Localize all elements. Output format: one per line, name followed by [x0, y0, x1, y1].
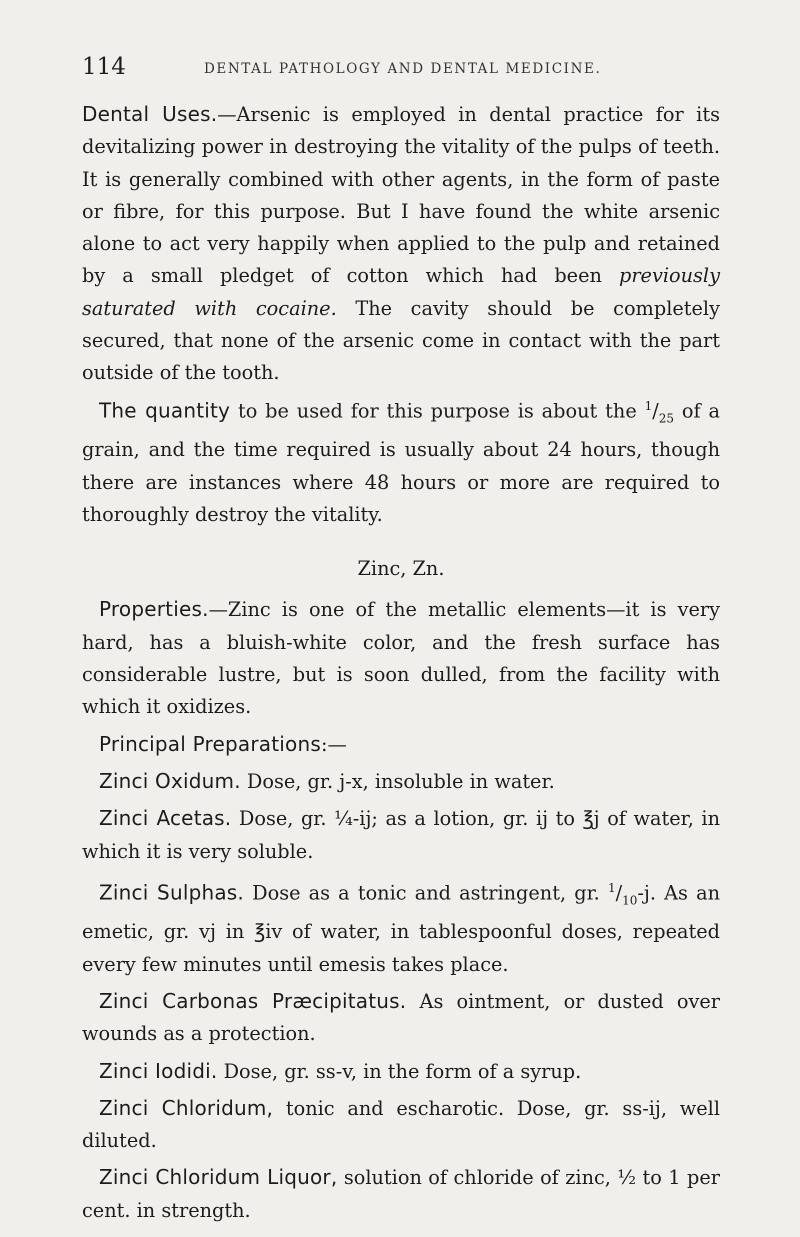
- page-number: 114: [82, 54, 126, 80]
- preparation-item: Zinci Oxidum. Dose, gr. j-x, insoluble in water.: [99, 768, 555, 793]
- body-text: [82, 98, 720, 1227]
- page-header: [82, 54, 682, 84]
- preparation-item: Zinci Acetas. Dose, gr. ¼-ij; as a lotion, gr. ij to ℥j of water, in which it is very soluble.: [82, 806, 720, 863]
- preparations-heading-line: Principal Preparations:—: [99, 731, 347, 756]
- preparation-item: Zinci Chloridum Liquor, solution of chloride of zinc, ½ to 1 per cent. in strength.: [82, 1165, 720, 1222]
- properties-heading: Properties.: [99, 597, 209, 622]
- quantity-heading: The quantity: [99, 398, 231, 423]
- preparation-item: Zinci Iodidi. Dose, gr. ss-v, in the form of a syrup.: [99, 1058, 582, 1083]
- dental-uses-paragraph: Dental Uses.—Arsenic is employed in dental practice for its devitalizing power in destroying the vitality of the pulps of teeth. It is generally combined with other agents, in the form of paste or fibre, for this purpose. But I have found the white arsenic alone to act very happily when applied to the pulp and retained by a small pledget of cotton which had been previously saturated with cocaine. The cavity should be completely secured, that none of the arsenic come in contact with the part outside of the tooth.: [82, 102, 720, 385]
- quantity-paragraph: The quantity to be used for this purpose is about the $^1/_{25}$ of a grain, and the time required is usually about 24 hours, though there are instances where 48 hours or more are required to thoroughly destroy the vitality.: [82, 398, 721, 526]
- running-head: DENTAL PATHOLOGY AND DENTAL MEDICINE.: [204, 61, 602, 77]
- preparation-item: Zinci Chloridum, tonic and escharotic. Dose, gr. ss-ij, well diluted.: [82, 1095, 721, 1153]
- emphasis-text: previously saturated with cocaine.: [82, 264, 720, 320]
- preparation-item: Zinci Carbonas Præcipitatus. As ointment, or dusted over wounds as a protection.: [82, 988, 720, 1046]
- dental-uses-heading: Dental Uses.: [82, 102, 218, 126]
- properties-paragraph: Properties.—Zinc is one of the metallic elements—it is very hard, has a bluish-white color, and the fresh surface has considerable lustre, but is soon dulled, from the facility with which it oxidizes.: [82, 597, 720, 719]
- preparation-item: Zinci Sulphas. Dose as a tonic and astringent, gr. $^1/_{10}-j$. As an emetic, gr. vj in ℥iv of water, in tablespoonful doses, repeated every few minutes until emesis takes place.: [82, 880, 720, 976]
- preparations-heading: Principal Preparations: [99, 731, 321, 756]
- zinc-section-title: Zinc, Zn.: [357, 557, 445, 581]
